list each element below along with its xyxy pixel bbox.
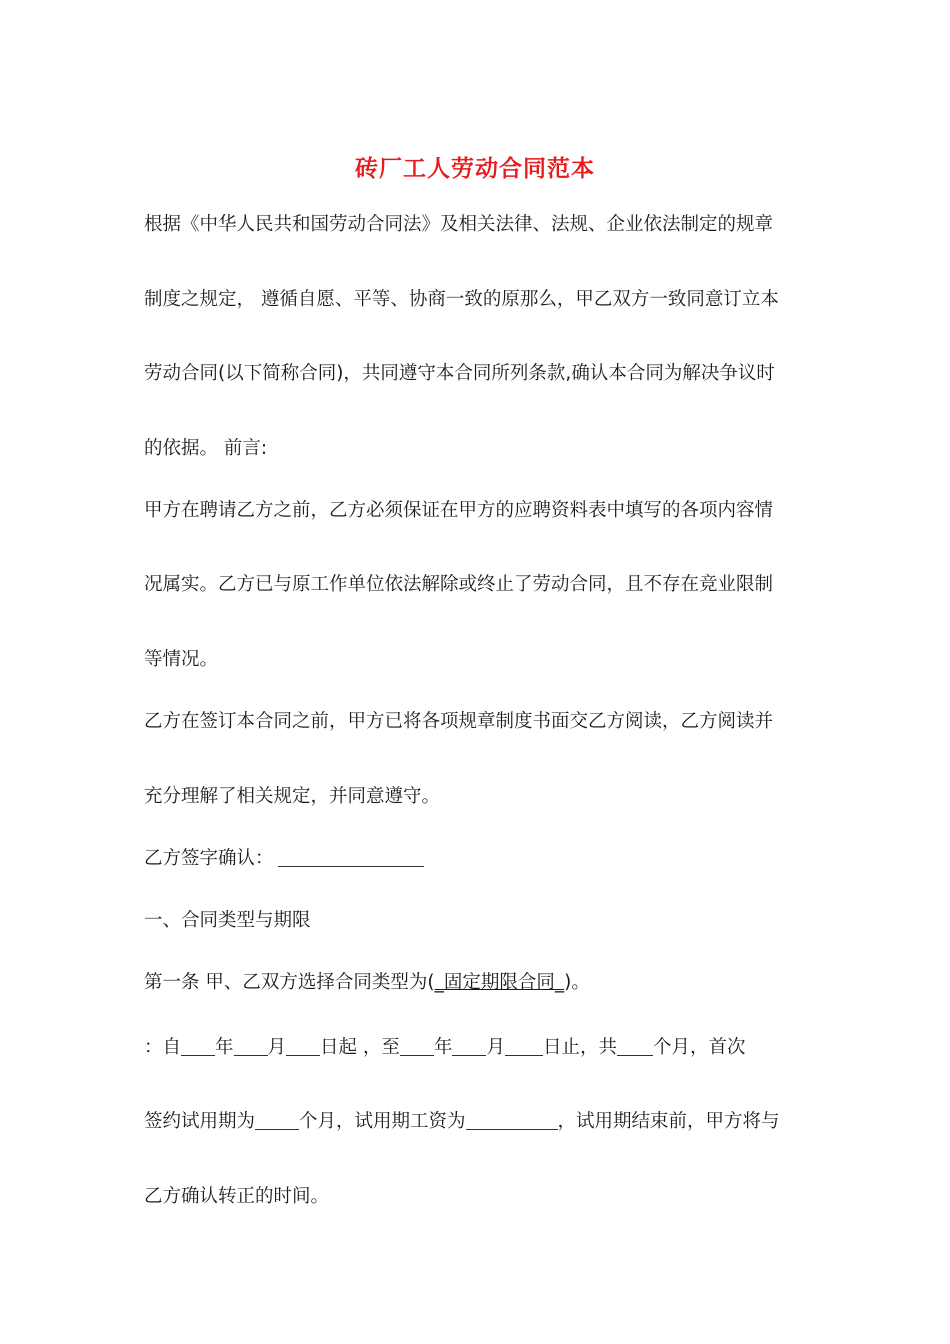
probation-salary-blank[interactable] bbox=[466, 1111, 558, 1130]
probation-text: ，试用期结束前，甲方将与 bbox=[557, 1111, 780, 1132]
end-day-blank[interactable] bbox=[505, 1037, 543, 1056]
article-1-suffix: )。 bbox=[564, 972, 590, 993]
probation-months-blank[interactable] bbox=[255, 1111, 299, 1130]
signature-line bbox=[144, 846, 814, 872]
signature-blank[interactable] bbox=[278, 848, 424, 867]
probation-line bbox=[144, 1109, 814, 1135]
term-text: 年 bbox=[215, 1037, 234, 1058]
term-text: ：自 bbox=[144, 1037, 182, 1058]
probation-text: 签约试用期为 bbox=[144, 1111, 256, 1132]
paragraph-line: 根据《中华人民共和国劳动合同法》及相关法律、法规、企业依法制定的规章 bbox=[144, 214, 774, 235]
paragraph-line: 等情况。 bbox=[144, 649, 219, 670]
document-title: 砖厂工人劳动合同范本 bbox=[355, 155, 595, 182]
probation-text: 个月，试用期工资为 bbox=[299, 1111, 466, 1132]
contract-term-line bbox=[144, 1035, 814, 1061]
end-month-blank[interactable] bbox=[452, 1037, 486, 1056]
paragraph-line: 乙方在签订本合同之前，甲方已将各项规章制度书面交乙方阅读，乙方阅读并 bbox=[144, 711, 774, 732]
end-year-blank[interactable] bbox=[400, 1037, 434, 1056]
contract-type-value: _固定期限合同_ bbox=[434, 972, 565, 993]
paragraph-line: 的依据。 前言: bbox=[144, 438, 268, 459]
paragraph-line: 充分理解了相关规定，并同意遵守。 bbox=[144, 786, 441, 807]
term-text: 年 bbox=[433, 1037, 453, 1058]
start-year-blank[interactable] bbox=[181, 1037, 215, 1056]
article-1-prefix: 第一条 甲、乙双方选择合同类型为( bbox=[144, 972, 435, 993]
paragraph-line: 劳动合同(以下简称合同)，共同遵守本合同所列条款,确认本合同为解决争议时 bbox=[144, 363, 775, 384]
article-1-line bbox=[144, 970, 814, 996]
term-text: 月 bbox=[486, 1037, 505, 1058]
paragraph-line: 乙方确认转正的时间。 bbox=[144, 1186, 330, 1207]
paragraph-line: 制度之规定， 遵循自愿、平等、协商一致的原那么，甲乙双方一致同意订立本 bbox=[144, 289, 779, 310]
paragraph-line: 况属实。乙方已与原工作单位依法解除或终止了劳动合同，且不存在竞业限制 bbox=[144, 574, 774, 595]
signature-label: 乙方签字确认： bbox=[144, 848, 274, 869]
term-text: 个月，首次 bbox=[652, 1037, 746, 1058]
start-day-blank[interactable] bbox=[286, 1037, 320, 1056]
term-text: 日止，共 bbox=[542, 1037, 617, 1058]
months-total-blank[interactable] bbox=[617, 1037, 653, 1056]
term-text: 日起 ，至 bbox=[320, 1037, 400, 1058]
term-text: 月 bbox=[267, 1037, 287, 1058]
paragraph-line: 甲方在聘请乙方之前，乙方必须保证在甲方的应聘资料表中填写的各项内容情 bbox=[144, 500, 774, 521]
section-heading: 一、合同类型与期限 bbox=[144, 910, 311, 931]
start-month-blank[interactable] bbox=[234, 1037, 268, 1056]
